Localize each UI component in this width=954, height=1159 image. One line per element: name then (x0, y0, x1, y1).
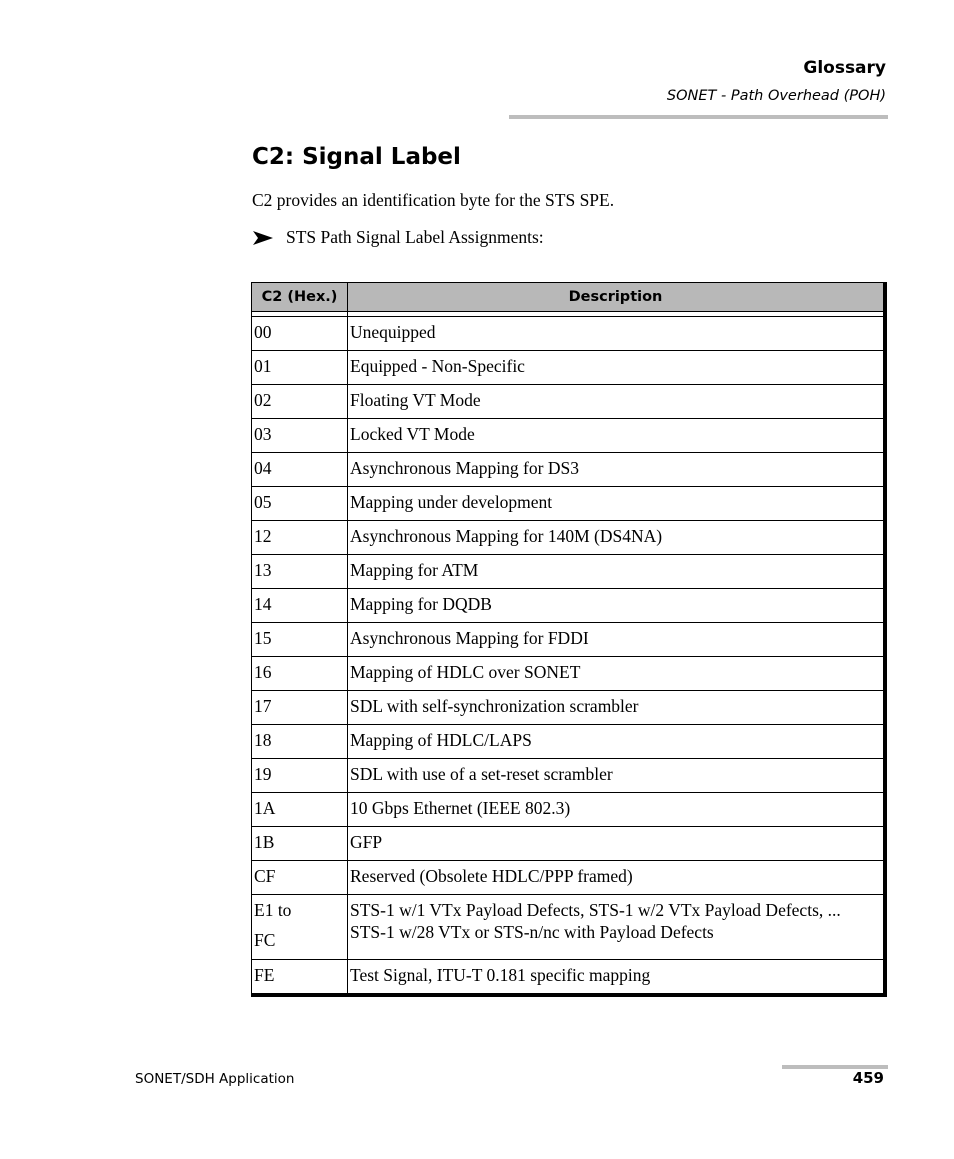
table-row (252, 759, 884, 793)
hex-value: 16 (254, 662, 272, 682)
hex-cell (252, 759, 348, 793)
table-row (252, 827, 884, 861)
hex-value: 01 (254, 356, 272, 376)
description-cell: GFP (348, 827, 884, 861)
description-cell: Asynchronous Mapping for 140M (DS4NA) (348, 521, 884, 555)
hex-value: 19 (254, 764, 272, 784)
hex-value: 04 (254, 458, 272, 478)
hex-cell (252, 351, 348, 385)
hex-cell (252, 521, 348, 555)
description-cell: Locked VT Mode (348, 419, 884, 453)
hex-value: 05 (254, 492, 272, 512)
hex-cell (252, 555, 348, 589)
column-header-description: Description (348, 283, 884, 312)
hex-value: 02 (254, 390, 272, 410)
description-cell: Asynchronous Mapping for DS3 (348, 453, 884, 487)
table-row (252, 521, 884, 555)
table-row (252, 895, 884, 960)
table-row (252, 589, 884, 623)
description-cell: Mapping for DQDB (348, 589, 884, 623)
header-title: Glossary (803, 58, 886, 78)
table-row (252, 691, 884, 725)
hex-cell (252, 827, 348, 861)
hex-cell (252, 861, 348, 895)
table-row (252, 487, 884, 521)
table-row (252, 725, 884, 759)
table-row (252, 960, 884, 994)
hex-value: 12 (254, 526, 272, 546)
description-cell: Mapping of HDLC/LAPS (348, 725, 884, 759)
hex-cell (252, 317, 348, 351)
table-row (252, 861, 884, 895)
table-row (252, 351, 884, 385)
hex-value: 00 (254, 322, 272, 342)
hex-value: E1 to (254, 900, 292, 920)
hex-cell (252, 960, 348, 994)
hex-value: 18 (254, 730, 272, 750)
hex-cell (252, 623, 348, 657)
hex-cell (252, 589, 348, 623)
description-cell: Asynchronous Mapping for FDDI (348, 623, 884, 657)
hex-cell (252, 453, 348, 487)
intro-text: C2 provides an identification byte for the STS SPE. (252, 190, 615, 210)
table-row (252, 317, 884, 351)
hex-value-line2: FC (254, 930, 276, 950)
hex-value: 1A (254, 798, 276, 818)
hex-value: 1B (254, 832, 275, 852)
table-row (252, 657, 884, 691)
arrowhead-icon (252, 230, 274, 246)
table-header-row (252, 283, 884, 312)
hex-value: 13 (254, 560, 272, 580)
hex-value: 17 (254, 696, 272, 716)
table-row (252, 453, 884, 487)
description-cell: SDL with use of a set-reset scrambler (348, 759, 884, 793)
header-subtitle: SONET - Path Overhead (POH) (666, 88, 886, 104)
description-cell: Mapping for ATM (348, 555, 884, 589)
hex-cell (252, 657, 348, 691)
description-cell: Floating VT Mode (348, 385, 884, 419)
hex-cell (252, 895, 348, 960)
hex-value: 14 (254, 594, 272, 614)
hex-cell (252, 793, 348, 827)
table-row (252, 385, 884, 419)
hex-cell (252, 487, 348, 521)
hex-cell (252, 385, 348, 419)
description-cell: STS-1 w/1 VTx Payload Defects, STS-1 w/2 VTx Payload Defects, ... STS-1 w/28 VTx or STS-n/nc with Payload Defects (348, 895, 884, 960)
description-cell: Equipped - Non-Specific (348, 351, 884, 385)
hex-value: 03 (254, 424, 272, 444)
signal-label-table (251, 282, 887, 997)
hex-cell (252, 725, 348, 759)
description-cell: Test Signal, ITU-T 0.181 specific mapping (348, 960, 884, 994)
description-cell: Mapping of HDLC over SONET (348, 657, 884, 691)
description-cell: SDL with self-synchronization scrambler (348, 691, 884, 725)
hex-value: FE (254, 965, 275, 985)
hex-cell (252, 419, 348, 453)
description-cell: Unequipped (348, 317, 884, 351)
section-title: C2: Signal Label (252, 144, 461, 170)
description-cell: Mapping under development (348, 487, 884, 521)
hex-cell (252, 691, 348, 725)
bullet-item (252, 227, 544, 248)
header-rule (509, 115, 888, 119)
page-number: 459 (852, 1069, 884, 1087)
table-row (252, 555, 884, 589)
table-row (252, 419, 884, 453)
table-row (252, 793, 884, 827)
description-cell: 10 Gbps Ethernet (IEEE 802.3) (348, 793, 884, 827)
footer-document-name: SONET/SDH Application (135, 1071, 295, 1087)
column-header-hex: C2 (Hex.) (252, 283, 348, 312)
hex-value: 15 (254, 628, 272, 648)
hex-value: CF (254, 866, 276, 886)
description-cell: Reserved (Obsolete HDLC/PPP framed) (348, 861, 884, 895)
bullet-text: STS Path Signal Label Assignments: (286, 227, 544, 247)
table-row (252, 623, 884, 657)
